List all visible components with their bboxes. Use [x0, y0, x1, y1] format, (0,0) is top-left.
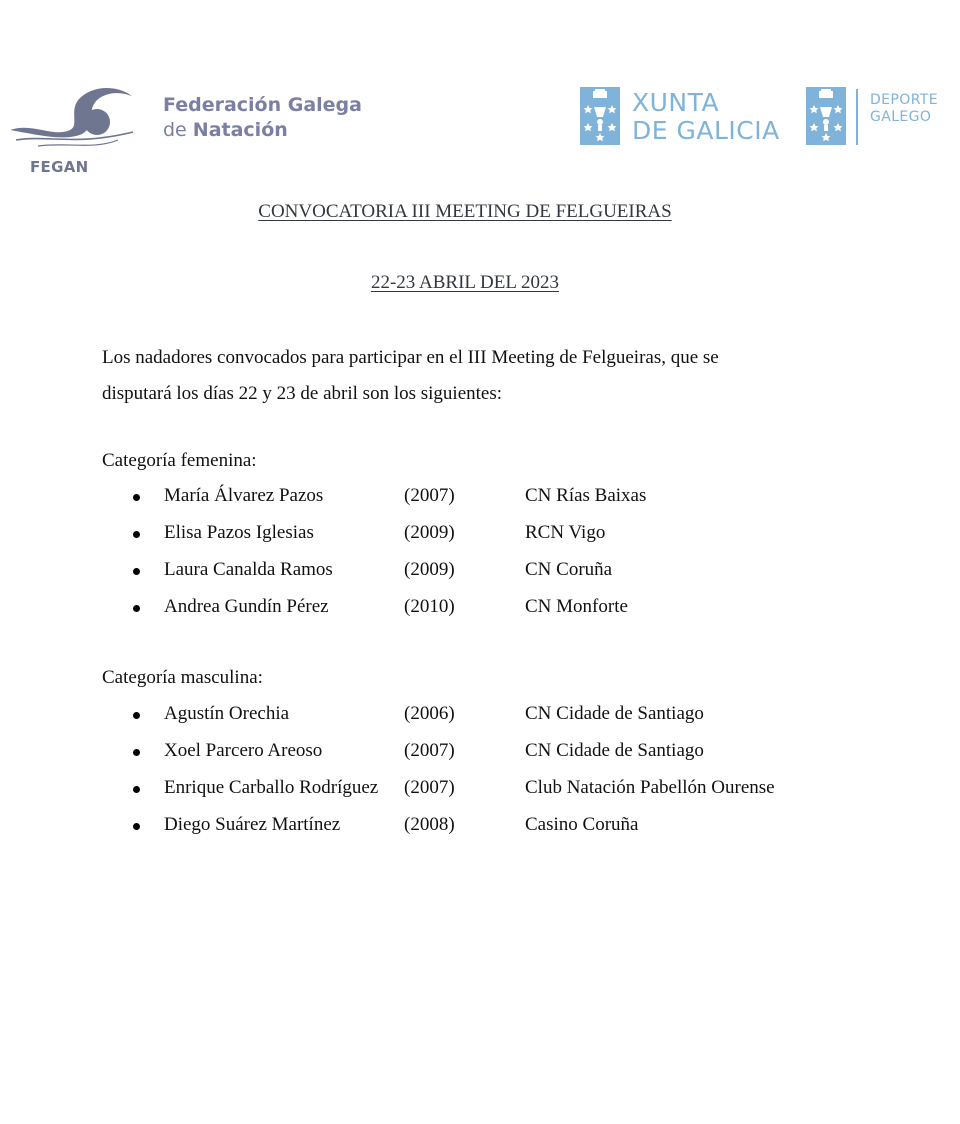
list-item — [0, 522, 960, 559]
xunta-line2: DE GALICIA — [632, 116, 780, 145]
list-item — [0, 740, 960, 777]
document-title: CONVOCATORIA III MEETING DE FELGUEIRAS — [258, 201, 672, 222]
logo-divider — [856, 89, 858, 145]
swimmer-name: Elisa Pazos Iglesias — [164, 522, 314, 543]
swimmer-name: Diego Suárez Martínez — [164, 814, 341, 835]
list-item — [0, 703, 960, 740]
swimmer-name: María Álvarez Pazos — [164, 485, 324, 506]
intro-line: Los nadadores convocados para participar en el III Meeting de Felgueiras, que se — [102, 347, 719, 368]
swimmer-club: CN Cidade de Santiago — [525, 703, 704, 724]
xunta-logo — [580, 87, 940, 147]
swimmer-club: CN Cidade de Santiago — [525, 740, 704, 761]
document-date: 22-23 ABRIL DEL 2023 — [370, 272, 560, 293]
swimmer-name: Laura Canalda Ramos — [164, 559, 333, 580]
list-item — [0, 814, 960, 851]
swimmer-year: (2009) — [404, 559, 455, 580]
bullet-icon — [133, 531, 140, 538]
swimmer-club: CN Coruña — [525, 559, 613, 580]
swimmer-year: (2006) — [404, 703, 455, 724]
swimmer-year: (2007) — [404, 777, 455, 798]
bullet-icon — [133, 605, 140, 612]
deporte-line1: DEPORTE — [870, 92, 938, 108]
swimmer-name: Andrea Gundín Pérez — [164, 596, 329, 617]
category-male-label: Categoría masculina: — [102, 667, 263, 688]
list-item — [0, 559, 960, 596]
female-swimmer-list — [0, 485, 960, 633]
swimmer-club: Club Natación Pabellón Ourense — [525, 777, 775, 798]
category-female-label: Categoría femenina: — [102, 450, 257, 471]
intro-paragraph — [102, 340, 822, 412]
xunta-line1: XUNTA — [632, 88, 720, 117]
bullet-icon — [133, 494, 140, 501]
swimmer-name: Agustín Orechia — [164, 703, 290, 724]
swimmer-year: (2007) — [404, 485, 455, 506]
bullet-icon — [133, 568, 140, 575]
intro-line: disputará los días 22 y 23 de abril son los siguientes: — [102, 383, 503, 404]
swimmer-year: (2007) — [404, 740, 455, 761]
fegan-abbreviation: FEGAN — [30, 158, 89, 176]
swimmer-club: Casino Coruña — [525, 814, 639, 835]
fegan-name-prefix: de — [163, 119, 193, 141]
male-swimmer-list — [0, 703, 960, 851]
bullet-icon — [133, 823, 140, 830]
list-item — [0, 485, 960, 522]
bullet-icon — [133, 786, 140, 793]
swimmer-icon — [8, 80, 138, 160]
swimmer-club: RCN Vigo — [525, 522, 606, 543]
fegan-name-line2 — [163, 118, 362, 143]
swimmer-club: CN Monforte — [525, 596, 628, 617]
swimmer-name: Enrique Carballo Rodríguez — [164, 777, 379, 798]
fegan-organization-name — [163, 93, 362, 143]
bullet-icon — [133, 712, 140, 719]
swimmer-year: (2008) — [404, 814, 455, 835]
fegan-name-line1: Federación Galega — [163, 94, 362, 116]
bullet-icon — [133, 749, 140, 756]
list-item — [0, 596, 960, 633]
galicia-shield-icon — [580, 87, 620, 145]
swimmer-name: Xoel Parcero Areoso — [164, 740, 323, 761]
swimmer-year: (2010) — [404, 596, 455, 617]
swimmer-year: (2009) — [404, 522, 455, 543]
fegan-name-bold: Natación — [192, 119, 288, 141]
swimmer-club: CN Rías Baixas — [525, 485, 647, 506]
deporte-galego-wordmark — [870, 92, 938, 126]
deporte-line2: GALEGO — [870, 109, 932, 125]
list-item — [0, 777, 960, 814]
deporte-shield-icon — [806, 87, 846, 145]
xunta-wordmark — [632, 89, 780, 145]
